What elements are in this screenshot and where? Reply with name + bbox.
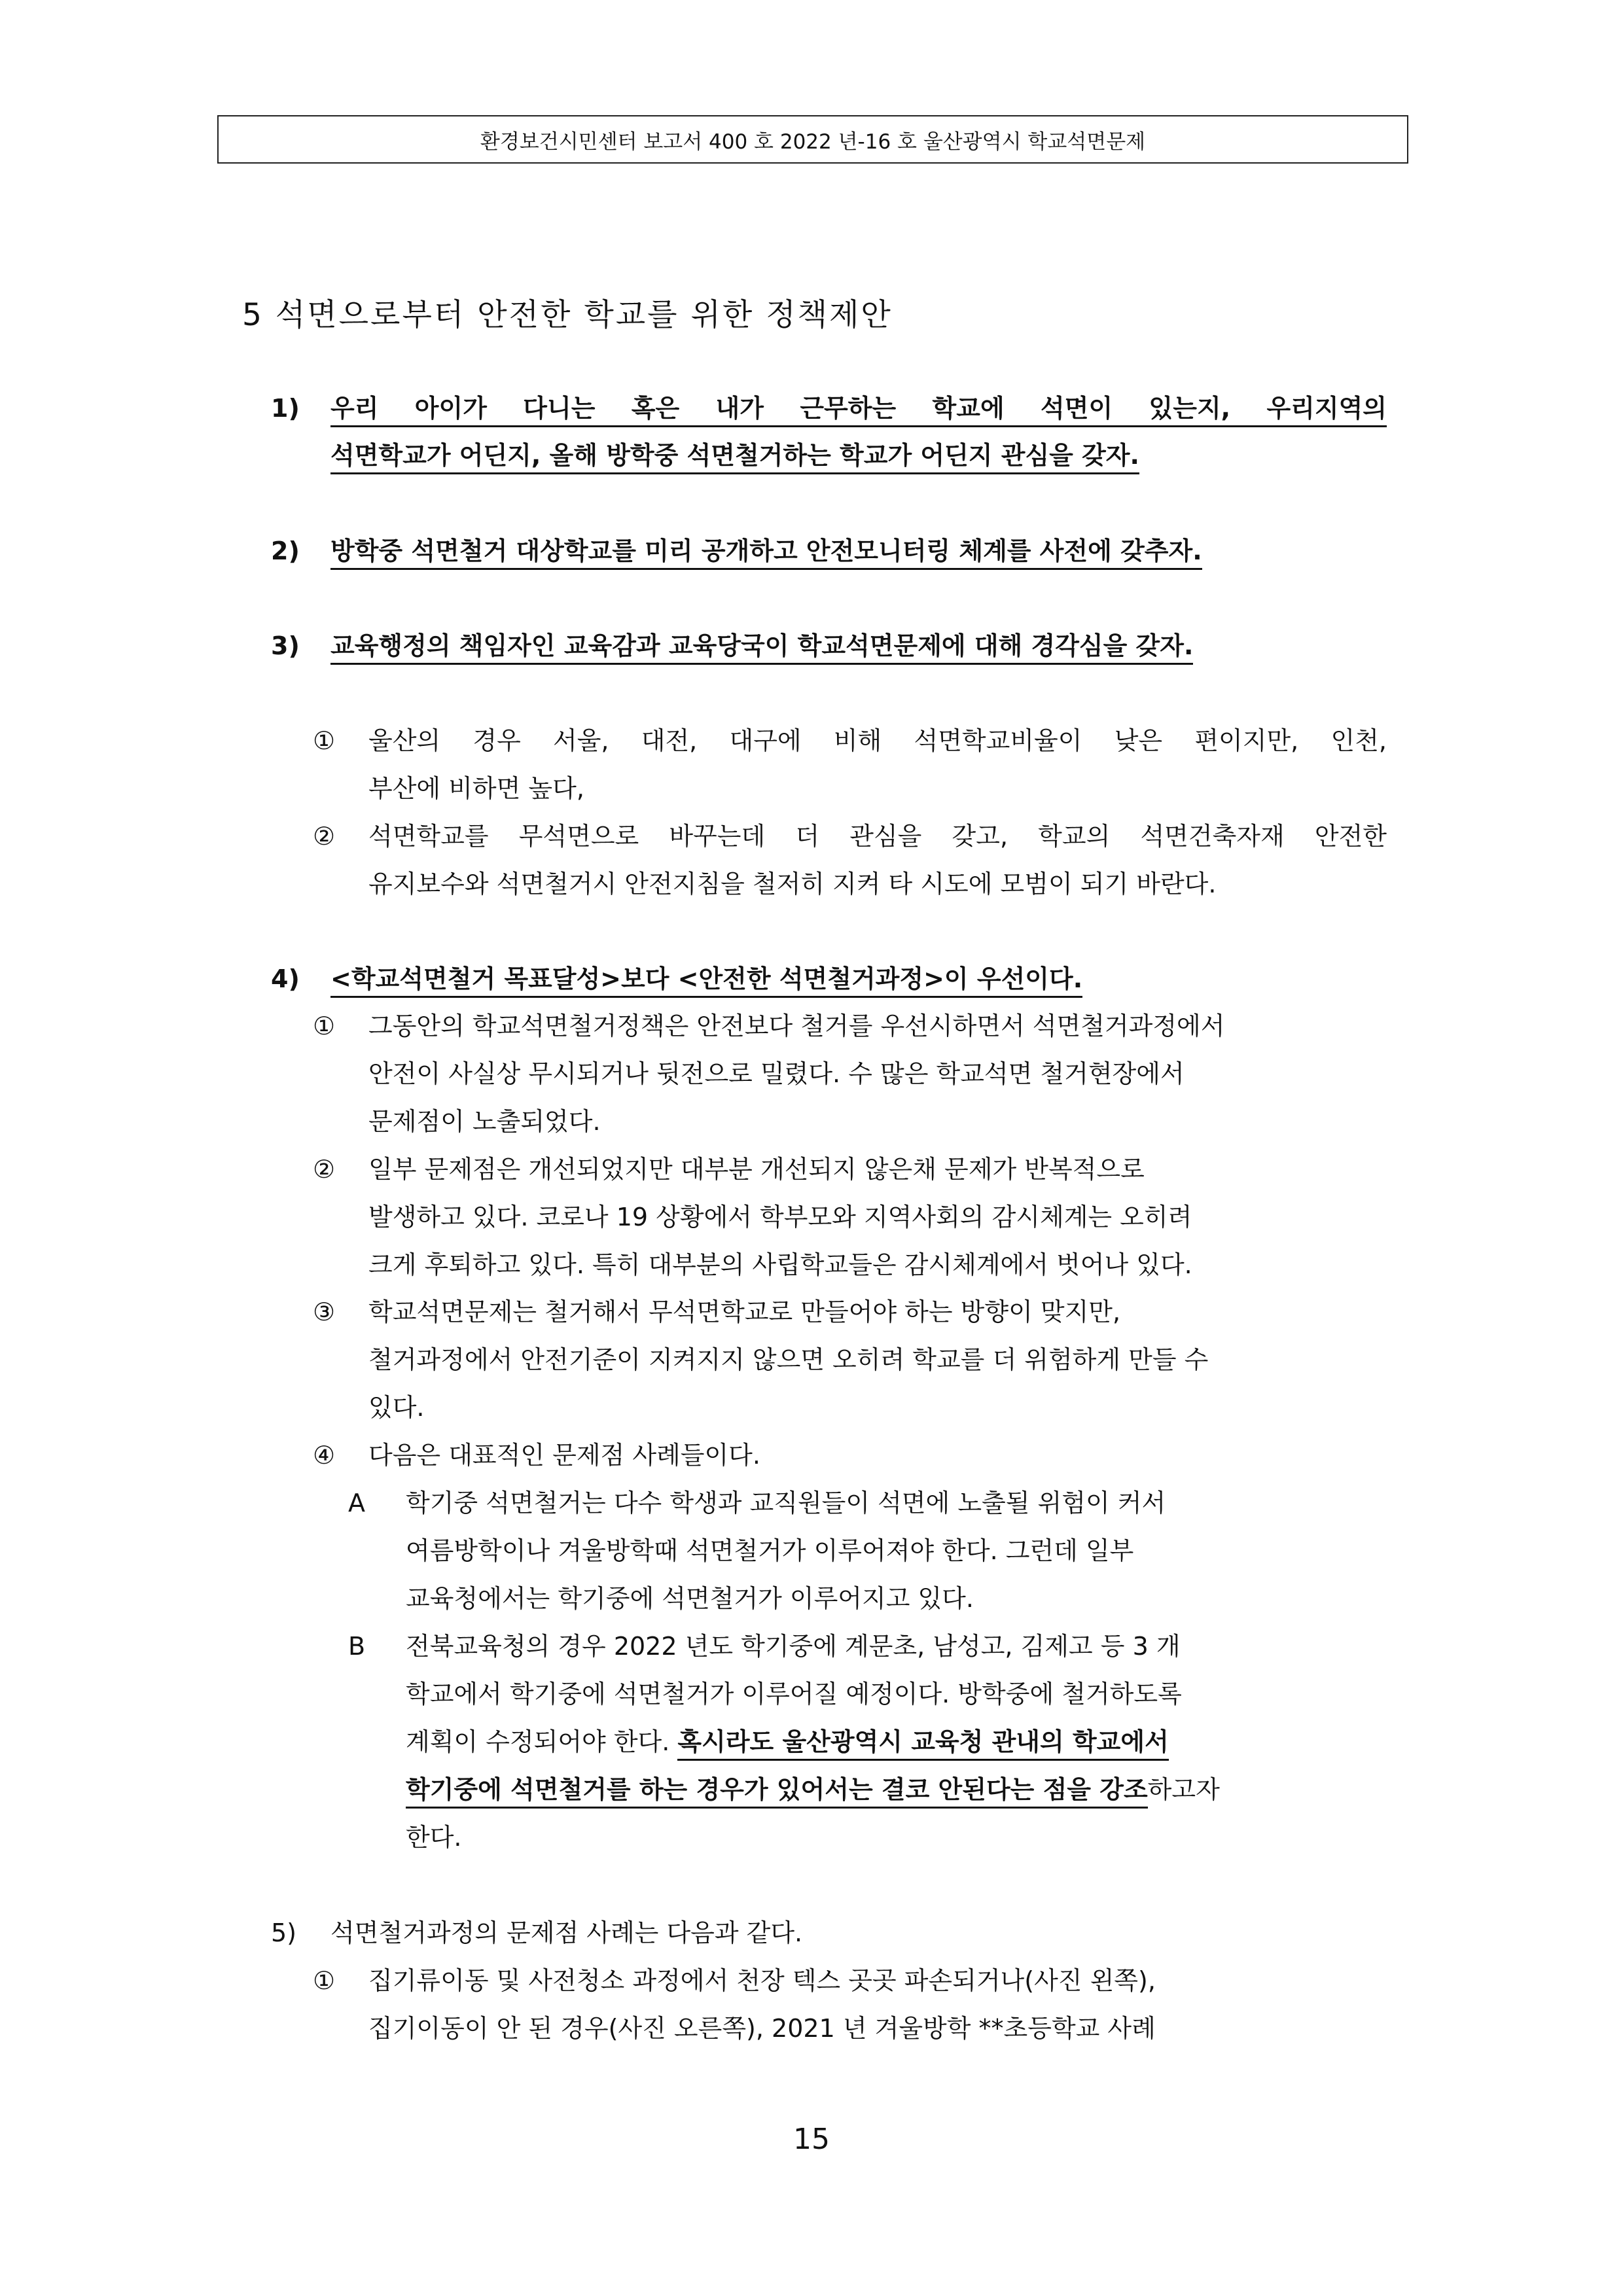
case-b-line-3-plain: 계획이 수정되어야 한다. <box>406 1727 678 1756</box>
item-5-sub-1-line-2: 집기이동이 안 된 경우(사진 오른쪽), 2021 년 겨울방학 **초등학교 사례 <box>368 2014 1156 2043</box>
item-2-number: 2) <box>271 537 300 565</box>
item-4-sub-3-line-1: 학교석면문제는 철거해서 무석면학교로 만들어야 하는 방향이 맞지만, <box>368 1298 1121 1326</box>
report-header <box>217 115 1408 164</box>
item-4-sub-4-line-1: 다음은 대표적인 문제점 사례들이다. <box>368 1441 760 1470</box>
item-3-number: 3) <box>271 631 300 660</box>
item-4-sub-1-line-3: 문제점이 노출되었다. <box>368 1107 601 1136</box>
section-title: 5 석면으로부터 안전한 학교를 위한 정책제안 <box>242 297 893 333</box>
item-5-sub-1-marker: ① <box>313 1966 336 1995</box>
item-3-sub-1-line-1: 울산의 경우 서울, 대전, 대구에 비해 석면학교비율이 낮은 편이지만, 인천, <box>368 726 1387 755</box>
item-4-line-1: <학교석면철거 목표달성>보다 <안전한 석면철거과정>이 우선이다. <box>330 964 1082 993</box>
item-4-sub-2-marker: ② <box>313 1155 336 1184</box>
item-5-line-1: 석면철거과정의 문제점 사례는 다음과 같다. <box>330 1918 803 1947</box>
item-5-sub-1-line-1: 집기류이동 및 사전청소 과정에서 천장 텍스 곳곳 파손되거나(사진 왼쪽), <box>368 1966 1156 1995</box>
page-number: 15 <box>793 2123 830 2156</box>
case-b-line-4 <box>406 1775 1220 1804</box>
case-a-line-3: 교육청에서는 학기중에 석면철거가 이루어지고 있다. <box>406 1584 974 1613</box>
case-b-line-4-emphasis: 학기중에 석면철거를 하는 경우가 있어서는 결코 안된다는 점을 강조 <box>406 1775 1148 1809</box>
item-3-line-1: 교육행정의 책임자인 교육감과 교육당국이 학교석면문제에 대해 경각심을 갖자. <box>330 631 1193 660</box>
case-b-line-2: 학교에서 학기중에 석면철거가 이루어질 예정이다. 방학중에 철거하도록 <box>406 1680 1182 1708</box>
item-4-sub-2-line-1: 일부 문제점은 개선되었지만 대부분 개선되지 않은채 문제가 반복적으로 <box>368 1155 1145 1184</box>
item-2-line-1: 방학중 석면철거 대상학교를 미리 공개하고 안전모니터링 체계를 사전에 갖추자. <box>330 537 1202 565</box>
item-3-sub-1-marker: ① <box>313 726 336 755</box>
item-3-sub-2-marker: ② <box>313 822 336 851</box>
item-4-sub-4-marker: ④ <box>313 1441 336 1470</box>
item-4-sub-1-marker: ① <box>313 1012 336 1040</box>
item-3-sub-1-line-2: 부산에 비하면 높다, <box>368 774 584 803</box>
item-4-sub-3-line-3: 있다. <box>368 1393 425 1422</box>
case-a-line-2: 여름방학이나 겨울방학때 석면철거가 이루어져야 한다. 그런데 일부 <box>406 1536 1134 1565</box>
item-4-sub-1-line-2: 안전이 사실상 무시되거나 뒷전으로 밀렸다. 수 많은 학교석면 철거현장에서 <box>368 1059 1185 1088</box>
item-4-sub-3-marker: ③ <box>313 1298 336 1326</box>
item-4-number: 4) <box>271 964 300 993</box>
item-1-line-2: 석면학교가 어딘지, 올해 방학중 석면철거하는 학교가 어딘지 관심을 갖자. <box>330 441 1139 470</box>
case-b-line-3 <box>406 1727 1169 1756</box>
case-b-line-3-emphasis: 혹시라도 울산광역시 교육청 관내의 학교에서 <box>677 1727 1168 1761</box>
item-5-number: 5) <box>271 1918 297 1947</box>
report-header-title: 환경보건시민센터 보고서 400 호 2022 년-16 호 울산광역시 학교석면문제 <box>480 130 1146 154</box>
item-1-number: 1) <box>271 394 300 423</box>
case-b-marker: B <box>348 1632 366 1661</box>
case-a-line-1: 학기중 석면철거는 다수 학생과 교직원들이 석면에 노출될 위험이 커서 <box>406 1489 1166 1517</box>
item-4-sub-2-line-3: 크게 후퇴하고 있다. 특히 대부분의 사립학교들은 감시체계에서 벗어나 있다. <box>368 1250 1192 1279</box>
item-4-sub-2-line-2: 발생하고 있다. 코로나 19 상황에서 학부모와 지역사회의 감시체계는 오히려 <box>368 1203 1192 1231</box>
case-a-marker: A <box>348 1489 365 1517</box>
item-4-sub-1-line-1: 그동안의 학교석면철거정책은 안전보다 철거를 우선시하면서 석면철거과정에서 <box>368 1012 1225 1040</box>
case-b-line-1: 전북교육청의 경우 2022 년도 학기중에 계문초, 남성고, 김제고 등 3 개 <box>406 1632 1181 1661</box>
case-b-line-4-plain: 하고자 <box>1147 1775 1220 1804</box>
item-1-line-1: 우리 아이가 다니는 혹은 내가 근무하는 학교에 석면이 있는지, 우리지역의 <box>330 394 1387 423</box>
item-3-sub-2-line-1: 석면학교를 무석면으로 바꾸는데 더 관심을 갖고, 학교의 석면건축자재 안전한 <box>368 822 1387 851</box>
item-4-sub-3-line-2: 철거과정에서 안전기준이 지켜지지 않으면 오히려 학교를 더 위험하게 만들 수 <box>368 1345 1209 1374</box>
item-3-sub-2-line-2: 유지보수와 석면철거시 안전지침을 철저히 지켜 타 시도에 모범이 되기 바란다. <box>368 870 1217 898</box>
case-b-line-5: 한다. <box>406 1823 462 1852</box>
